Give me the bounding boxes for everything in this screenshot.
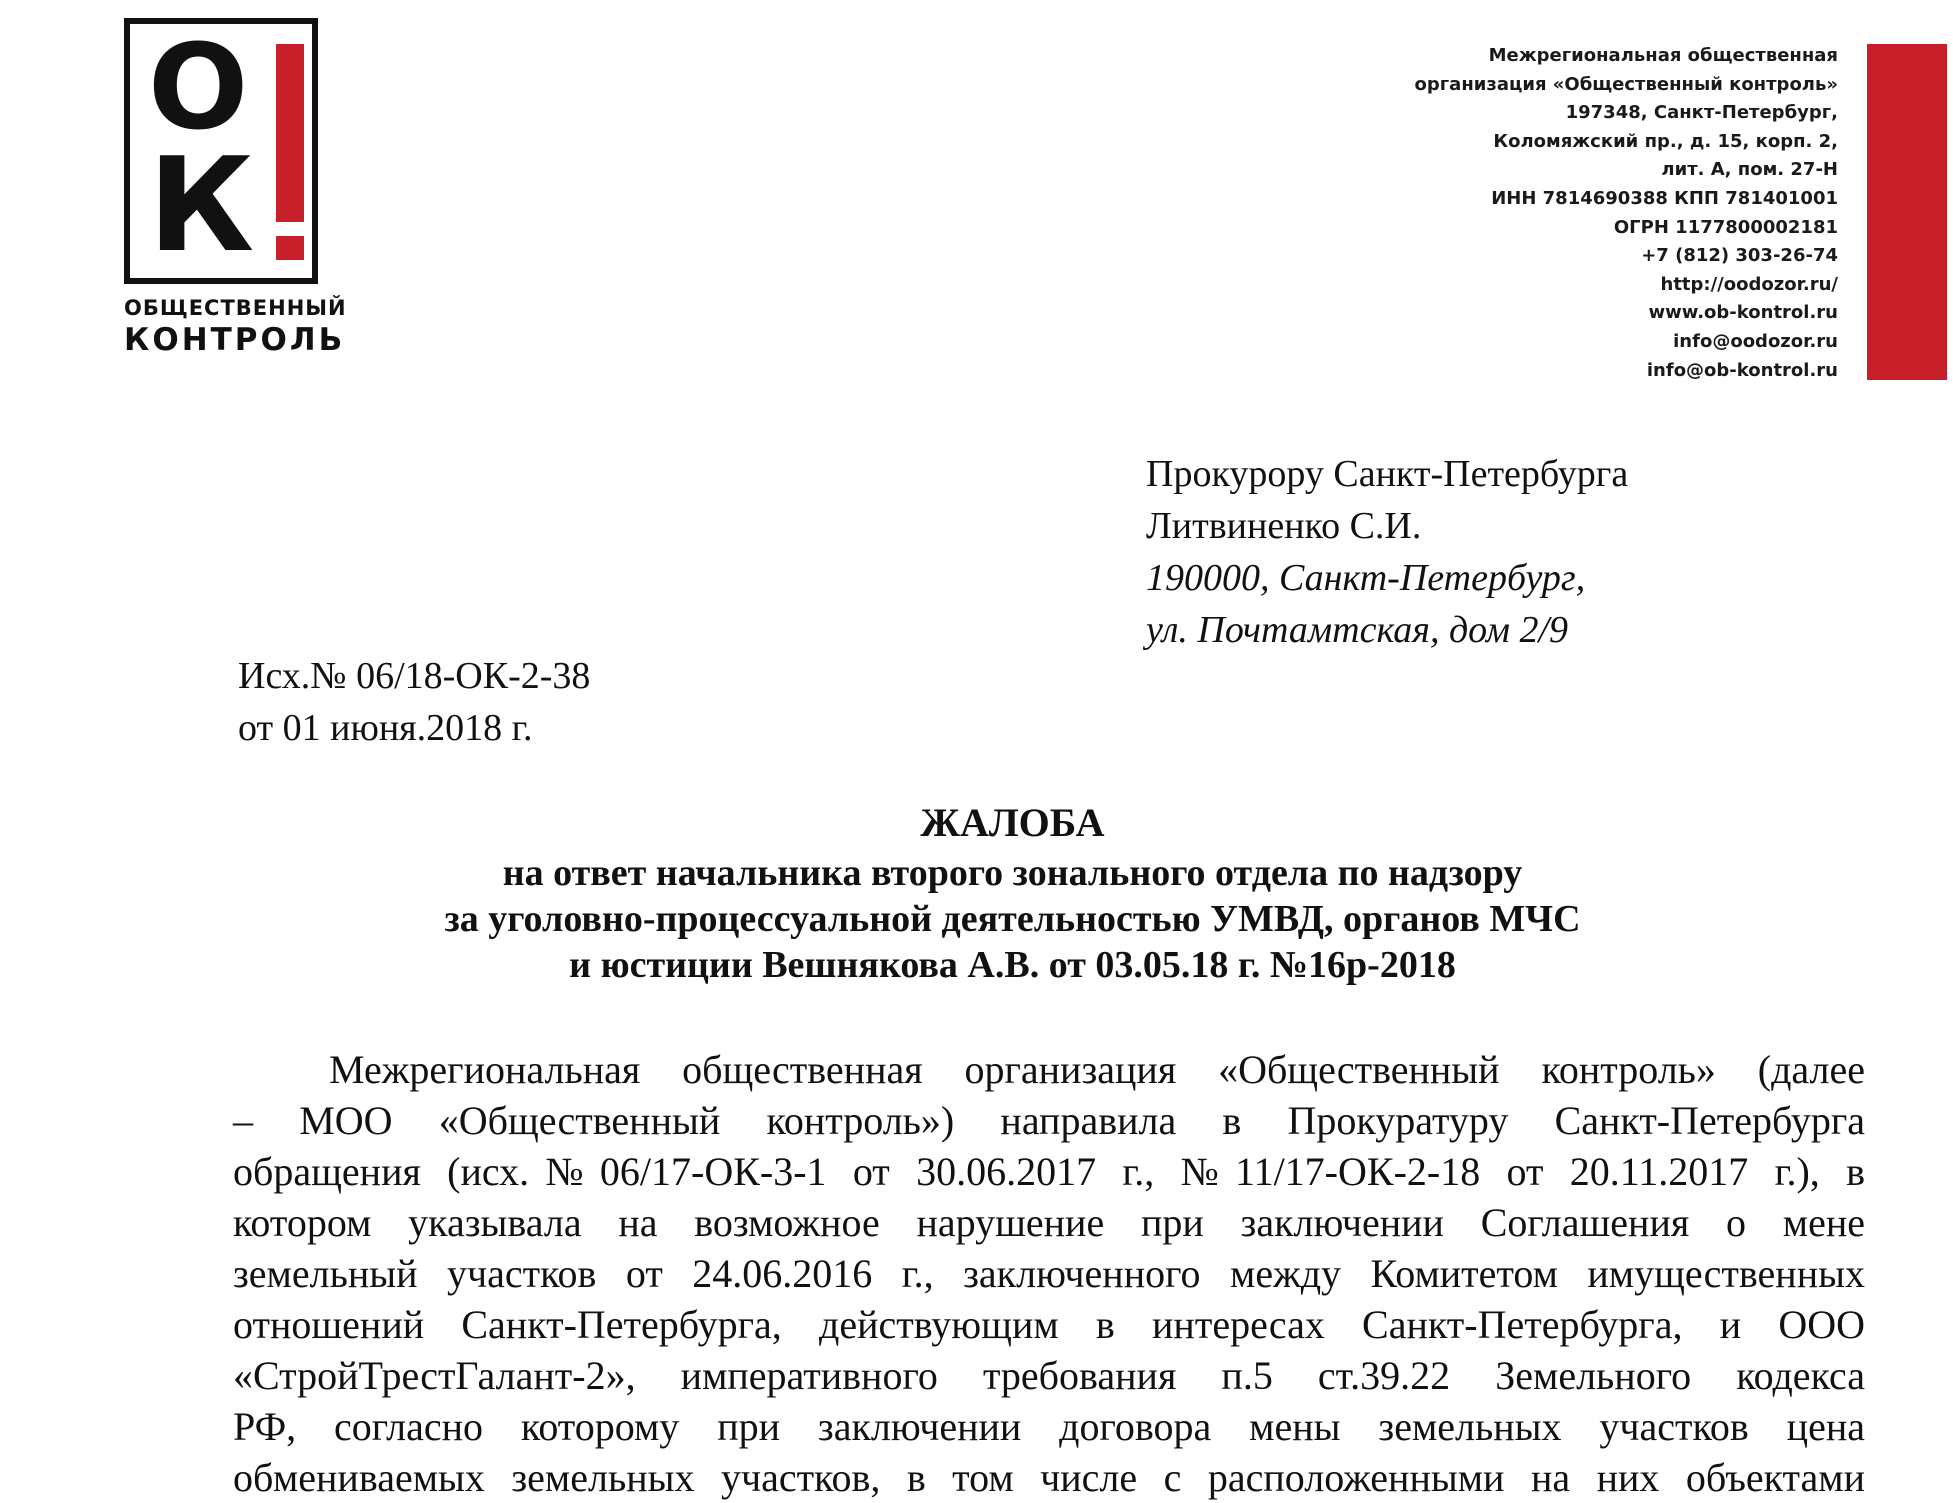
requisite-line: info@oodozor.ru <box>1673 330 1838 352</box>
outgoing-date: от 01 июня.2018 г. <box>238 707 533 749</box>
requisite-line: ОГРН 1177800002181 <box>1613 216 1838 238</box>
logo-exclamation-bar <box>276 44 304 222</box>
title-line: за уголовно-процессуальной деятельностью УМВД, органов МЧС <box>444 898 1581 940</box>
logo-letter-k: К <box>148 129 255 281</box>
body-line: земельный участков от 24.06.2016 г., заключенного между Комитетом имущественных <box>233 1251 1865 1296</box>
title-line: и юстиции Вешнякова А.В. от 03.05.18 г. №16р-2018 <box>569 944 1456 986</box>
organization-requisites <box>1415 42 1838 385</box>
requisite-line: Коломяжский пр., д. 15, корп. 2, <box>1493 130 1838 152</box>
addressee-position: Прокурору Санкт-Петербурга <box>1146 453 1629 495</box>
requisite-line: Межрегиональная общественная <box>1488 45 1838 66</box>
letterhead-red-strip <box>1867 44 1947 380</box>
logo-emblem <box>124 18 318 284</box>
body-line: обмениваемых земельных участков, в том числе с расположенными на них объектами <box>233 1455 1865 1500</box>
requisite-line: +7 (812) 303-26-74 <box>1641 245 1838 267</box>
logo-caption-line1: ОБЩЕСТВЕННЫЙ <box>124 296 347 320</box>
body-line: обращения (исх.№06/17-ОК-3-1 от 30.06.2017 г., №11/17-ОК-2-18 от 20.11.2017 г.), в <box>233 1149 1865 1194</box>
addressee-name: Литвиненко С.И. <box>1146 505 1422 547</box>
logo-letter-o: О <box>148 18 249 156</box>
body-line: Межрегиональная общественная организация «Общественный контроль» (далее <box>329 1047 1865 1092</box>
requisite-line: www.ob-kontrol.ru <box>1648 302 1838 324</box>
logo-exclamation-dot <box>276 236 304 260</box>
requisite-line: info@ob-kontrol.ru <box>1646 359 1838 381</box>
organization-logo <box>124 18 347 358</box>
requisite-line: лит. А, пом. 27-Н <box>1661 159 1838 181</box>
requisite-line: http://oodozor.ru/ <box>1660 273 1838 295</box>
addressee-city: 190000, Санкт-Петербург, <box>1146 557 1586 599</box>
requisite-line: ИНН 7814690388 КПП 781401001 <box>1491 187 1838 209</box>
requisite-line: 197348, Санкт-Петербург, <box>1565 102 1838 124</box>
body-line: РФ, согласно которому при заключении договора мены земельных участков цена <box>233 1404 1865 1449</box>
logo-caption-line2: КОНТРОЛЬ <box>124 322 346 358</box>
outgoing-number: Исх.№ 06/18-ОК-2-38 <box>238 655 591 697</box>
complaint-title <box>380 800 1645 988</box>
title-heading: ЖАЛОБА <box>920 800 1105 845</box>
complaint-body <box>233 1044 1865 1503</box>
addressee-street: ул. Почтамтская, дом 2/9 <box>1146 609 1569 651</box>
body-line: «СтройТрестГалант-2», императивного требования п.5 ст.39.22 Земельного кодекса <box>233 1353 1865 1398</box>
body-line: – МОО «Общественный контроль») направила в Прокуратуру Санкт-Петербурга <box>233 1098 1865 1143</box>
title-line: на ответ начальника второго зонального отдела по надзору <box>502 852 1523 894</box>
requisite-line: организация «Общественный контроль» <box>1414 73 1838 95</box>
body-line: отношений Санкт-Петербурга, действующим в интересах Санкт-Петербурга, и ООО <box>233 1302 1865 1347</box>
outgoing-reference <box>238 650 590 754</box>
body-line: котором указывала на возможное нарушение при заключении Соглашения о мене <box>233 1200 1865 1245</box>
addressee-block <box>1146 448 1628 656</box>
